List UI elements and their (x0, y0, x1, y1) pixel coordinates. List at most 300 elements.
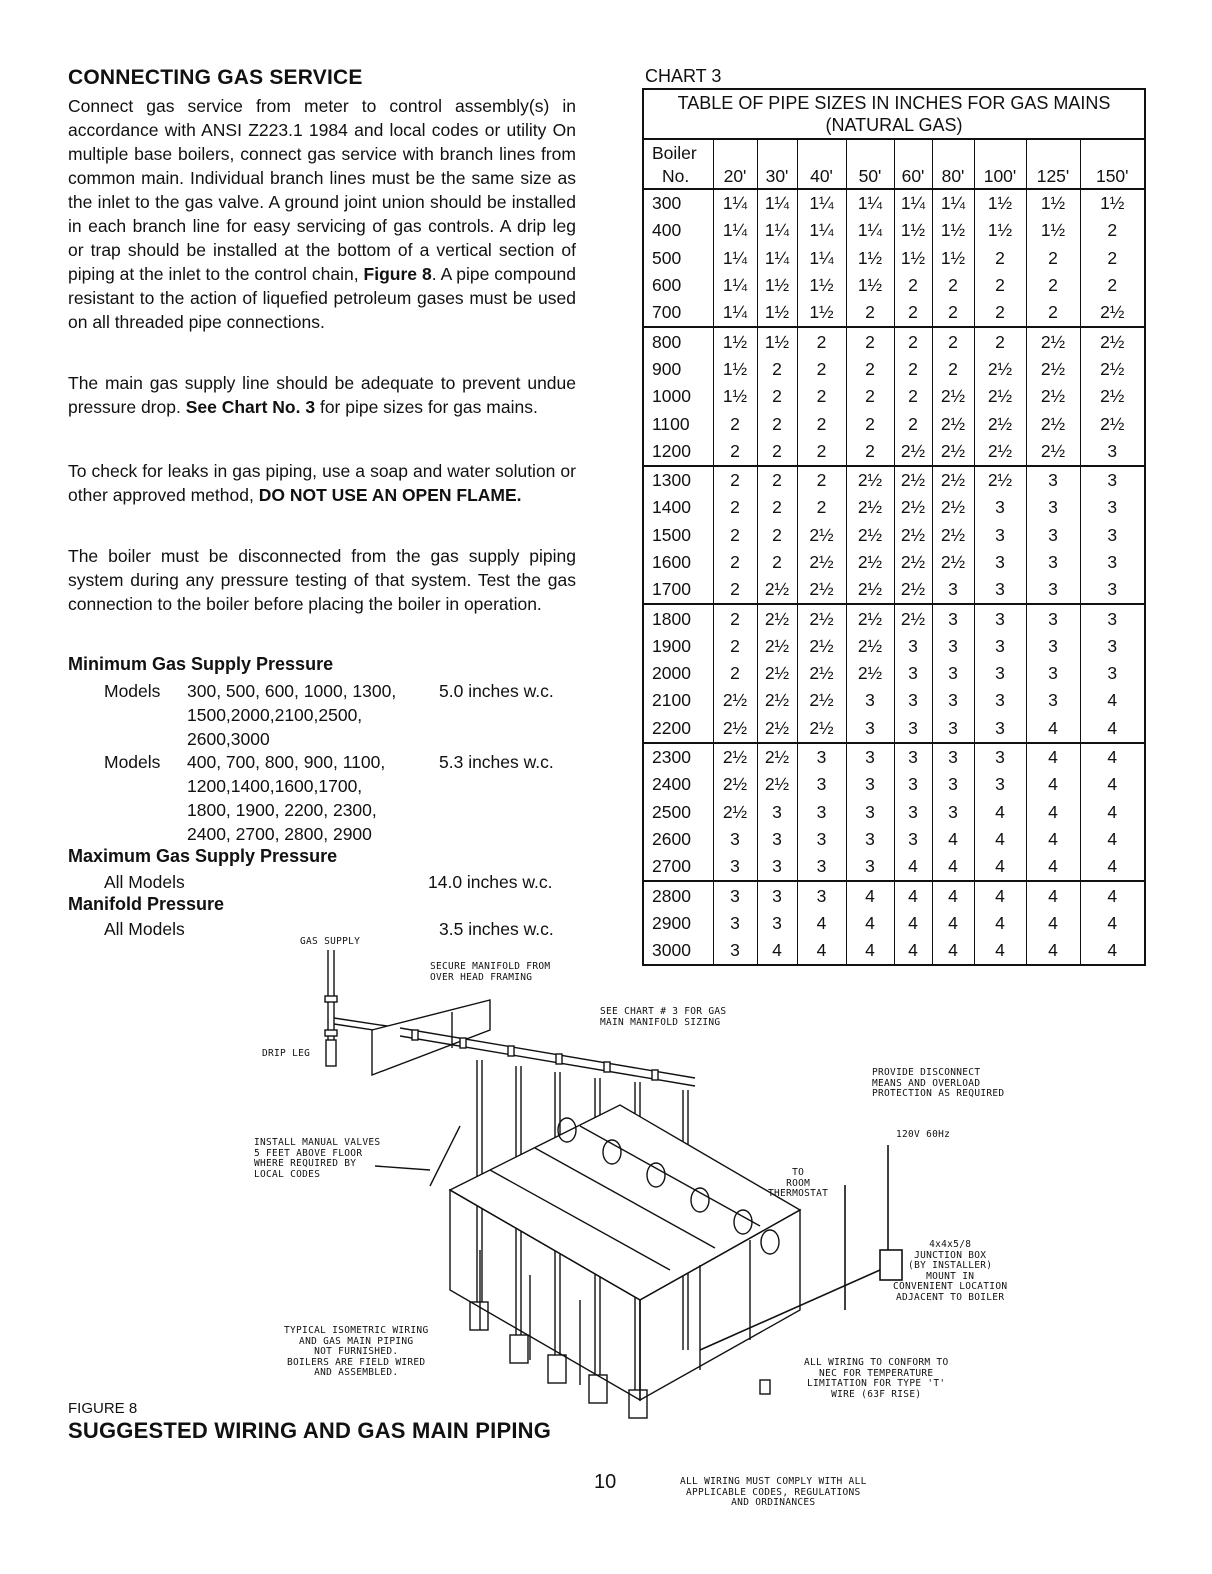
pipe-size-cell: 2½ (1026, 438, 1080, 466)
pipe-size-cell: 2 (713, 410, 757, 437)
pipe-size-cell: 2½ (757, 687, 797, 714)
pipe-size-cell: 3 (797, 799, 846, 826)
boiler-number-cell: 2400 (652, 774, 691, 795)
pipe-size-cell: 2½ (932, 522, 974, 549)
pipe-size-cell: 3 (932, 799, 974, 826)
pipe-size-cell: 3 (974, 576, 1026, 604)
pipe-size-cell: 1½ (757, 299, 797, 327)
pipe-size-cell: 2 (797, 438, 846, 466)
boiler-number-cell: 300 (644, 189, 713, 217)
table-row (644, 356, 1144, 383)
pipe-size-cell: 3 (797, 826, 846, 853)
pipe-size-cell: 4 (1080, 826, 1144, 853)
pipe-size-cell: 1½ (932, 217, 974, 244)
min-group1-value: 5.0 inches w.c. (439, 681, 554, 701)
pipe-size-cell: 4 (932, 853, 974, 881)
pipe-size-cell: 2½ (846, 604, 894, 632)
pipe-size-cell: 4 (974, 799, 1026, 826)
boiler-number-cell: 500 (652, 247, 682, 268)
pipe-size-cell: 2 (713, 466, 757, 494)
pipe-size-cell: 2 (797, 410, 846, 437)
pipe-size-cell: 3 (1080, 522, 1144, 549)
pipe-size-cell: 2½ (894, 549, 932, 576)
pipe-size-cell: 3 (846, 799, 894, 826)
pipe-size-cell: 3 (932, 687, 974, 714)
pipe-size-cell: 4 (974, 937, 1026, 964)
pipe-size-table (644, 140, 1144, 964)
pipe-size-cell: 2½ (1026, 327, 1080, 355)
pipe-size-cell: 2½ (894, 522, 932, 549)
pipe-size-cell: 2½ (757, 576, 797, 604)
pipe-size-cell: 4 (1026, 853, 1080, 881)
pipe-size-cell: 1¼ (797, 189, 846, 217)
pipe-size-cell: 1½ (797, 272, 846, 299)
paragraph-connect: Connect gas service from meter to control assembly(s) in accordance with ANSI Z223.1 1984 and local codes or utility On multiple base boilers, connect gas service with branch lines from common main. Individual branch lines must be the same size as the inlet to the gas valve. A ground joint union should be installed in each branch line for easy servicing of gas controls. A drip leg or trap should be installed at the bottom of a vertical section of piping at the inlet to the control chain, Figure 8. A pipe compound resistant to the action of liquefied petroleum gases must be used on all threaded pipe connections. (68, 96, 576, 332)
pipe-size-cell: 2 (713, 633, 757, 660)
pipe-size-cell: 2½ (1026, 410, 1080, 437)
pipe-size-cell: 2 (932, 272, 974, 299)
pipe-size-cell: 4 (894, 881, 932, 909)
pipe-size-cell: 2½ (846, 633, 894, 660)
table-row (644, 604, 1144, 632)
pipe-size-cell: 3 (894, 687, 932, 714)
pipe-size-cell: 3 (713, 826, 757, 853)
pipe-size-cell: 2½ (757, 660, 797, 687)
pipe-size-cell: 3 (797, 743, 846, 771)
callout-junction-box: 4x4x5/8 JUNCTION BOX (BY INSTALLER) MOUNT IN CONVENIENT LOCATION ADJACENT TO BOILER (893, 1239, 1008, 1303)
pipe-size-cell: 4 (932, 826, 974, 853)
pipe-size-cell: 2 (846, 327, 894, 355)
boiler-number-cell: 900 (652, 358, 682, 379)
pipe-size-cell: 4 (1026, 881, 1080, 909)
pipe-size-cell: 4 (1080, 937, 1144, 964)
pipe-size-cell: 1½ (974, 189, 1026, 217)
boiler-number-cell: 1200 (652, 440, 691, 461)
pipe-size-cell: 1½ (974, 217, 1026, 244)
pipe-size-cell: 4 (1080, 799, 1144, 826)
min-pressure-title: Minimum Gas Supply Pressure (68, 654, 334, 674)
table-row (644, 771, 1144, 798)
table-row (644, 799, 1144, 826)
manifold-value: 3.5 inches w.c. (439, 919, 554, 939)
pipe-size-cell: 4 (846, 881, 894, 909)
boiler-number-cell: 2200 (652, 717, 691, 738)
callout-gas-supply: GAS SUPPLY (300, 936, 361, 947)
table-row (644, 245, 1144, 272)
pipe-size-cell: 1½ (894, 245, 932, 272)
manifold-pressure-title: Manifold Pressure (68, 894, 225, 914)
pipe-size-cell: 1¼ (713, 272, 757, 299)
pipe-size-cell: 3 (932, 715, 974, 743)
pipe-size-cell: 2 (1080, 272, 1144, 299)
pipe-size-cell: 4 (757, 937, 797, 964)
paragraph-leak-check: To check for leaks in gas piping, use a soap and water solution or other approved method, DO NOT USE AN OPEN FLAME. (68, 461, 576, 505)
pipe-size-cell: 1¼ (713, 217, 757, 244)
table-row (644, 660, 1144, 687)
pipe-size-cell: 3 (1026, 687, 1080, 714)
pipe-size-cell: 3 (1026, 466, 1080, 494)
pipe-size-cell: 1½ (713, 383, 757, 410)
pipe-size-cell: 4 (1026, 715, 1080, 743)
pipe-size-cell: 4 (894, 853, 932, 881)
pipe-size-cell: 2 (974, 245, 1026, 272)
pipe-size-cell: 2½ (1080, 299, 1144, 327)
table-row (644, 217, 1144, 244)
length-header: 80' (932, 140, 974, 189)
table-row (644, 743, 1144, 771)
pipe-size-cell: 2½ (797, 576, 846, 604)
pipe-size-cell: 4 (797, 910, 846, 937)
pipe-size-cell: 2 (713, 494, 757, 521)
pipe-size-cell: 3 (932, 771, 974, 798)
callout-drip-leg: DRIP LEG (262, 1048, 311, 1059)
pipe-size-cell: 2 (797, 356, 846, 383)
pipe-size-cell: 2 (713, 576, 757, 604)
pipe-size-cell: 4 (894, 937, 932, 964)
pipe-size-cell: 1½ (1080, 189, 1144, 217)
pipe-size-cell: 3 (797, 881, 846, 909)
length-header: 40' (797, 140, 846, 189)
pipe-size-cell: 3 (757, 826, 797, 853)
figure-label: FIGURE 8 (68, 1400, 138, 1417)
pipe-size-cell: 3 (1080, 604, 1144, 632)
table-row (644, 853, 1144, 881)
pipe-size-cell: 2½ (713, 715, 757, 743)
pipe-size-cell: 2 (757, 522, 797, 549)
pipe-size-cell: 1½ (757, 327, 797, 355)
table-row (644, 299, 1144, 327)
pipe-size-cell: 3 (1080, 633, 1144, 660)
pipe-size-cell: 1¼ (797, 245, 846, 272)
boiler-number-cell: 2500 (652, 801, 691, 822)
boiler-number-cell: 1900 (652, 635, 691, 656)
length-header: 125' (1026, 140, 1080, 189)
pipe-size-cell: 1½ (932, 245, 974, 272)
pipe-size-cell: 3 (932, 743, 974, 771)
pipe-size-cell: 3 (894, 660, 932, 687)
pipe-size-cell: 3 (1026, 633, 1080, 660)
pipe-size-cell: 4 (974, 853, 1026, 881)
pipe-size-cell: 1½ (713, 327, 757, 355)
pipe-size-cell: 2½ (757, 604, 797, 632)
min-models-label-2: Models (104, 752, 161, 772)
pipe-size-cell: 1¼ (797, 217, 846, 244)
pipe-size-cell: 2½ (1080, 383, 1144, 410)
pipe-size-cell: 4 (932, 937, 974, 964)
pipe-size-cell: 2 (846, 410, 894, 437)
table-row (644, 826, 1144, 853)
pipe-size-cell: 2½ (932, 383, 974, 410)
pipe-size-cell: 3 (713, 881, 757, 909)
table-row (644, 410, 1144, 437)
pipe-size-cell: 4 (1080, 771, 1144, 798)
pipe-size-cell: 3 (974, 660, 1026, 687)
pipe-size-cell: 4 (1080, 910, 1144, 937)
pipe-size-cell: 3 (846, 853, 894, 881)
callout-typical: TYPICAL ISOMETRIC WIRING AND GAS MAIN PIPING NOT FURNISHED. BOILERS ARE FIELD WIRED AND ASSEMBLED. (284, 1325, 429, 1378)
pipe-size-cell: 2½ (932, 438, 974, 466)
callout-wiring-comply: ALL WIRING MUST COMPLY WITH ALL APPLICABLE CODES, REGULATIONS AND ORDINANCES (680, 1476, 867, 1508)
pipe-size-cell: 2 (797, 494, 846, 521)
pipe-size-cell: 3 (974, 687, 1026, 714)
paragraph-supply-line: The main gas supply line should be adequate to prevent undue pressure drop. See Chart No. 3 for pipe sizes for gas mains. (68, 373, 576, 417)
pipe-size-cell: 1¼ (757, 189, 797, 217)
pipe-size-cell: 1¼ (846, 189, 894, 217)
pipe-size-cell: 4 (846, 910, 894, 937)
pipe-size-cell: 3 (894, 771, 932, 798)
boiler-bank (450, 1105, 800, 1400)
length-header: 30' (757, 140, 797, 189)
table-row (644, 633, 1144, 660)
pipe-size-cell: 4 (1080, 687, 1144, 714)
pipe-size-cell: 3 (932, 576, 974, 604)
pipe-size-cell: 2½ (932, 466, 974, 494)
pipe-size-cell: 2½ (1026, 356, 1080, 383)
pipe-size-cell: 2½ (846, 494, 894, 521)
pipe-size-cell: 2 (713, 549, 757, 576)
pipe-size-cell: 2 (713, 438, 757, 466)
pipe-size-cell: 2½ (797, 660, 846, 687)
pipe-size-cell: 2 (713, 522, 757, 549)
section-title: CONNECTING GAS SERVICE (68, 66, 363, 89)
pipe-size-cell: 4 (974, 826, 1026, 853)
pipe-size-cell: 2½ (713, 687, 757, 714)
table-title: TABLE OF PIPE SIZES IN INCHES FOR GAS MAINS (NATURAL GAS) (644, 90, 1144, 140)
pipe-size-cell: 3 (894, 799, 932, 826)
length-header: 150' (1080, 140, 1144, 189)
pipe-size-cell: 2½ (894, 438, 932, 466)
pipe-size-cell: 2½ (713, 799, 757, 826)
boiler-number-cell: 2100 (652, 690, 691, 711)
pipe-size-cell: 2 (894, 410, 932, 437)
pipe-size-cell: 2 (1080, 245, 1144, 272)
pipe-size-cell: 3 (974, 743, 1026, 771)
pipe-size-cell: 1½ (797, 299, 846, 327)
pipe-size-cell: 3 (846, 687, 894, 714)
pipe-size-cell: 2 (757, 466, 797, 494)
pipe-size-cell: 4 (846, 937, 894, 964)
pipe-size-cell: 3 (1080, 660, 1144, 687)
pipe-size-cell: 2 (797, 327, 846, 355)
pipe-size-cell: 4 (1026, 743, 1080, 771)
pipe-size-cell: 2½ (797, 633, 846, 660)
pipe-size-cell: 2½ (1080, 356, 1144, 383)
boiler-number-cell: 1100 (652, 413, 690, 434)
pipe-size-cell: 2½ (797, 549, 846, 576)
pipe-size-cell: 2½ (974, 410, 1026, 437)
max-models: All Models (104, 872, 185, 892)
table-row (644, 466, 1144, 494)
pipe-size-cell: 3 (1080, 438, 1144, 466)
pipe-size-cell: 2 (1026, 245, 1080, 272)
pipe-size-cell: 2½ (894, 576, 932, 604)
pipe-size-cell: 2½ (797, 604, 846, 632)
pipe-size-cell: 4 (932, 910, 974, 937)
pipe-size-cell: 2½ (846, 549, 894, 576)
pipe-size-cell: 1½ (894, 217, 932, 244)
pipe-size-cell: 2½ (894, 604, 932, 632)
pipe-size-cell: 2½ (974, 438, 1026, 466)
length-header: 100' (974, 140, 1026, 189)
pipe-size-cell: 2 (757, 494, 797, 521)
pipe-size-cell: 1½ (846, 245, 894, 272)
table-row (644, 522, 1144, 549)
callout-install-valves: INSTALL MANUAL VALVES 5 FEET ABOVE FLOOR WHERE REQUIRED BY LOCAL CODES (254, 1137, 381, 1180)
pipe-size-cell: 1¼ (932, 189, 974, 217)
pipe-size-cell: 3 (1080, 466, 1144, 494)
pipe-size-cell: 2½ (974, 356, 1026, 383)
pipe-size-cell: 2½ (1080, 327, 1144, 355)
pipe-size-cell: 1½ (713, 356, 757, 383)
pipe-size-cell: 3 (974, 633, 1026, 660)
pipe-size-cell: 2 (797, 466, 846, 494)
pipe-size-cell: 3 (1026, 494, 1080, 521)
callout-thermostat: TO ROOM THERMOSTAT (768, 1167, 829, 1199)
callout-provide-disconnect: PROVIDE DISCONNECT MEANS AND OVERLOAD PROTECTION AS REQUIRED (872, 1067, 1005, 1099)
boiler-header: Boiler No. (652, 143, 697, 186)
pipe-size-cell: 3 (1026, 660, 1080, 687)
boiler-number-cell: 1800 (644, 604, 713, 632)
table-body (644, 140, 1144, 964)
pipe-size-cell: 2½ (894, 494, 932, 521)
pipe-size-cell: 2½ (932, 494, 974, 521)
pipe-size-cell: 2½ (932, 549, 974, 576)
pipe-size-cell: 2 (1026, 272, 1080, 299)
pipe-size-cell: 2 (846, 438, 894, 466)
pipe-size-cell: 2½ (846, 522, 894, 549)
callout-see-chart: SEE CHART # 3 FOR GAS MAIN MANIFOLD SIZING (600, 1006, 727, 1028)
table-row (644, 494, 1144, 521)
pipe-size-cell: 4 (1026, 910, 1080, 937)
pipe-size-cell: 2 (757, 383, 797, 410)
pipe-size-cell: 2½ (713, 743, 757, 771)
pipe-size-cell: 2½ (757, 743, 797, 771)
pipe-size-cell: 1¼ (757, 217, 797, 244)
pipe-size-cell: 2½ (932, 410, 974, 437)
pipe-size-table-frame (642, 88, 1146, 966)
pipe-size-cell: 3 (797, 853, 846, 881)
pipe-size-cell: 3 (932, 604, 974, 632)
boiler-number-cell: 600 (652, 275, 682, 296)
pipe-size-cell: 2 (932, 327, 974, 355)
pipe-size-cell: 4 (1026, 937, 1080, 964)
pipe-size-cell: 2 (894, 327, 932, 355)
pipe-size-cell: 3 (974, 494, 1026, 521)
boiler-number-cell: 2900 (652, 912, 691, 933)
pipe-size-cell: 4 (974, 910, 1026, 937)
length-header: 50' (846, 140, 894, 189)
boiler-number-cell: 1000 (652, 386, 691, 407)
pipe-size-cell: 4 (1026, 771, 1080, 798)
pipe-size-cell: 2 (713, 604, 757, 632)
pipe-size-cell: 1¼ (846, 217, 894, 244)
pipe-size-cell: 2½ (846, 466, 894, 494)
pipe-size-cell: 3 (757, 910, 797, 937)
boiler-number-cell: 2700 (652, 856, 691, 877)
pipe-size-cell: 2½ (894, 466, 932, 494)
pipe-size-cell: 3 (1026, 549, 1080, 576)
boiler-number-cell: 3000 (652, 940, 691, 961)
pipe-size-cell: 3 (974, 604, 1026, 632)
max-value: 14.0 inches w.c. (428, 872, 553, 892)
pipe-size-cell: 3 (846, 771, 894, 798)
pipe-size-cell: 2 (757, 356, 797, 383)
table-row (644, 549, 1144, 576)
pipe-size-cell: 1½ (1026, 189, 1080, 217)
boiler-number-cell: 800 (644, 327, 713, 355)
table-row (644, 576, 1144, 604)
min-group1-models: 300, 500, 600, 1000, 1300, 1500,2000,2100,2500, 2600,3000 (187, 681, 397, 749)
page-number: 10 (594, 1471, 617, 1493)
pipe-size-cell: 3 (894, 743, 932, 771)
pipe-size-cell: 2½ (713, 771, 757, 798)
table-row (644, 189, 1144, 217)
boiler-number-cell: 1500 (652, 524, 691, 545)
table-row (644, 881, 1144, 909)
overhead-framing (372, 1000, 490, 1075)
pipe-size-cell: 1½ (1026, 217, 1080, 244)
boiler-number-cell: 1300 (644, 466, 713, 494)
pipe-size-cell: 1¼ (713, 245, 757, 272)
pipe-size-cell: 3 (713, 910, 757, 937)
pipe-size-cell: 1½ (757, 272, 797, 299)
pipe-size-cell: 3 (894, 633, 932, 660)
boiler-number-cell: 1400 (652, 497, 691, 518)
pipe-size-cell: 2 (894, 272, 932, 299)
pipe-size-cell: 2 (894, 356, 932, 383)
pipe-size-cell: 2½ (797, 715, 846, 743)
min-group2-value: 5.3 inches w.c. (439, 752, 554, 772)
pipe-size-cell: 2 (1080, 217, 1144, 244)
pipe-size-cell: 1¼ (713, 189, 757, 217)
pipe-size-cell: 3 (797, 771, 846, 798)
pipe-size-cell: 2½ (797, 687, 846, 714)
pipe-size-cell: 4 (1080, 743, 1144, 771)
pipe-size-cell: 2½ (1080, 410, 1144, 437)
pipe-size-cell: 3 (713, 937, 757, 964)
pipe-size-cell: 4 (974, 881, 1026, 909)
pipe-size-cell: 2 (797, 383, 846, 410)
pipe-size-cell: 2 (974, 327, 1026, 355)
pipe-size-cell: 2 (757, 549, 797, 576)
pipe-size-cell: 3 (974, 771, 1026, 798)
table-row (644, 272, 1144, 299)
pipe-size-cell: 3 (713, 853, 757, 881)
pipe-size-cell: 2½ (846, 660, 894, 687)
pipe-size-cell: 4 (1026, 826, 1080, 853)
table-row (644, 715, 1144, 743)
table-row (644, 383, 1144, 410)
pipe-size-cell: 4 (1080, 881, 1144, 909)
pipe-size-cell: 2 (894, 299, 932, 327)
pipe-size-cell: 3 (846, 743, 894, 771)
pipe-size-cell: 3 (974, 715, 1026, 743)
callout-wiring-conform: ALL WIRING TO CONFORM TO NEC FOR TEMPERATURE LIMITATION FOR TYPE 'T' WIRE (63F RISE) (804, 1357, 949, 1400)
pipe-size-cell: 4 (932, 881, 974, 909)
pipe-size-cell: 3 (1026, 604, 1080, 632)
pipe-size-cell: 3 (932, 660, 974, 687)
pipe-size-cell: 4 (797, 937, 846, 964)
pipe-size-cell: 2 (846, 356, 894, 383)
pipe-size-cell: 2 (1026, 299, 1080, 327)
pipe-size-cell: 3 (894, 715, 932, 743)
pipe-size-cell: 3 (1026, 522, 1080, 549)
pipe-size-cell: 4 (1080, 853, 1144, 881)
pipe-size-cell: 2½ (974, 383, 1026, 410)
callout-power: 120V 60Hz (896, 1129, 951, 1140)
pipe-size-cell: 3 (974, 522, 1026, 549)
pipe-size-cell: 2 (757, 438, 797, 466)
